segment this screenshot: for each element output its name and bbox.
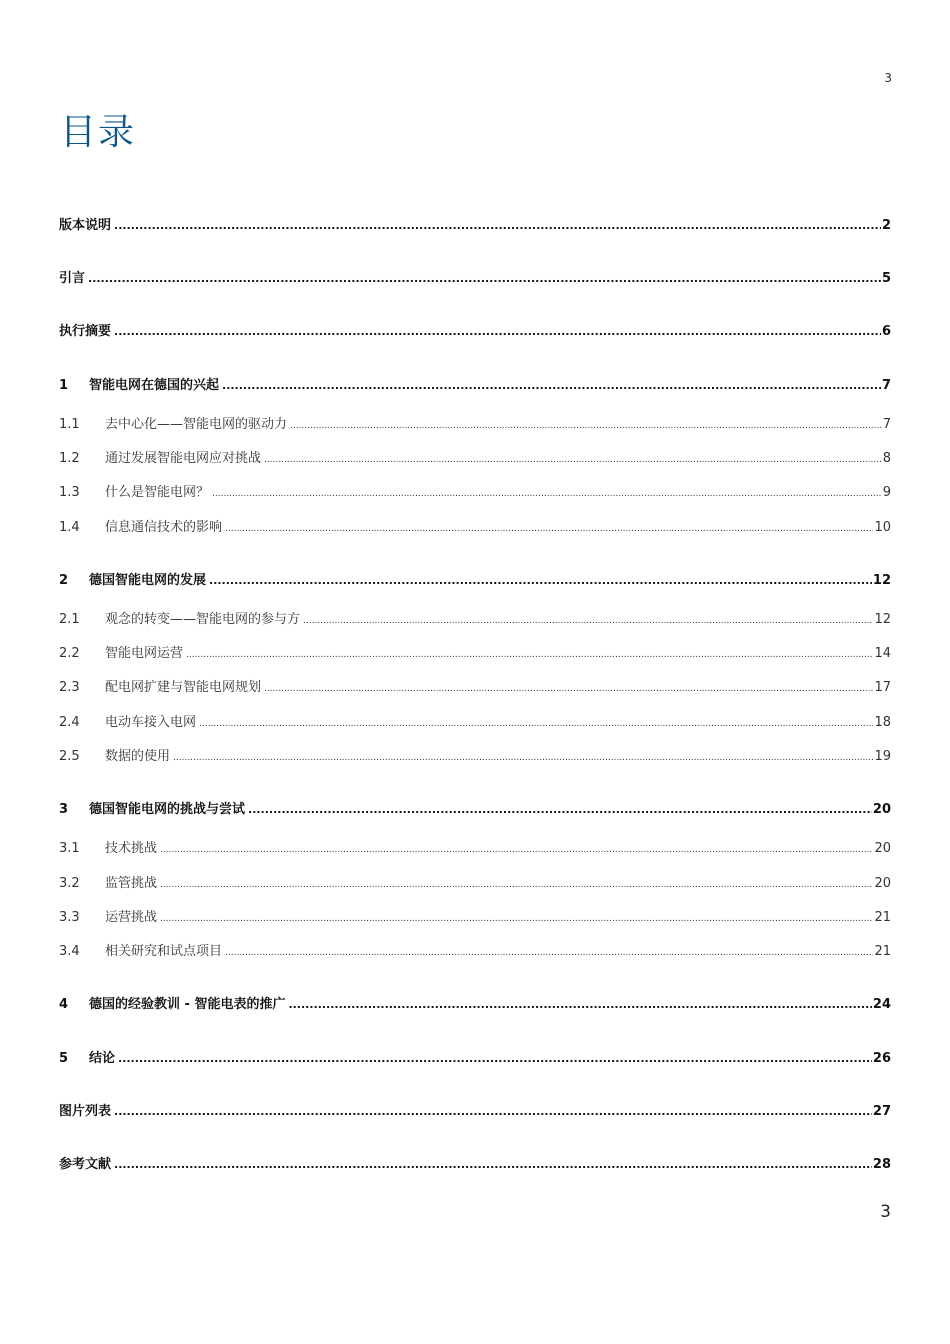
toc-entry-number: 2.5 <box>59 749 80 764</box>
toc-entry[interactable] <box>59 1047 891 1066</box>
toc-entry-title: 什么是智能电网？ <box>105 485 210 500</box>
toc-entry[interactable] <box>59 872 891 891</box>
toc-entry-title: 运营挑战 <box>105 910 158 925</box>
toc-entry-title: 数据的使用 <box>105 749 171 764</box>
toc-entry-number: 1.2 <box>59 451 80 466</box>
toc-entry-number: 2.4 <box>59 715 80 730</box>
toc-entry[interactable] <box>59 569 891 588</box>
toc-dot-leader <box>225 520 873 535</box>
toc-dot-leader <box>222 378 881 393</box>
toc-dot-leader <box>160 876 873 891</box>
toc-entry-title: 监管挑战 <box>105 876 158 891</box>
toc-entry-page: 9 <box>882 485 891 500</box>
toc-entry-number: 1.3 <box>59 485 80 500</box>
toc-entry-page: 8 <box>882 451 891 466</box>
toc-entry-page: 19 <box>874 749 891 764</box>
toc-entry-title: 德国智能电网的挑战与尝试 <box>89 802 246 817</box>
toc-entry-title: 版本说明 <box>59 218 112 233</box>
toc-entry-title: 德国的经验教训 - 智能电表的推广 <box>89 997 286 1012</box>
toc-entry-number: 1 <box>59 378 69 393</box>
toc-entry-title: 技术挑战 <box>105 841 158 856</box>
toc-entry-number: 3.1 <box>59 841 80 856</box>
header-page-number: 3 <box>884 71 892 85</box>
toc-entry-number: 1.1 <box>59 417 80 432</box>
toc-entry[interactable] <box>59 516 891 535</box>
toc-dot-leader <box>199 715 873 730</box>
toc-entry-title: 图片列表 <box>59 1104 112 1119</box>
toc-dot-leader <box>264 451 882 466</box>
toc-dot-leader <box>114 1104 872 1119</box>
toc-entry-page: 21 <box>874 910 891 925</box>
toc-entry-page: 17 <box>874 680 891 695</box>
toc-entry[interactable] <box>59 798 891 817</box>
toc-entry[interactable] <box>59 320 891 339</box>
toc-dot-leader <box>290 417 882 432</box>
toc-dot-leader <box>114 324 881 339</box>
toc-dot-leader <box>264 680 873 695</box>
toc-dot-leader <box>173 749 873 764</box>
toc-entry-number: 4 <box>59 997 69 1012</box>
toc-entry[interactable] <box>59 481 891 500</box>
toc-entry-page: 5 <box>881 271 891 286</box>
toc-entry-page: 2 <box>881 218 891 233</box>
toc-entry-title: 引言 <box>59 271 86 286</box>
toc-entry-page: 7 <box>881 378 891 393</box>
toc-entry-number: 3.3 <box>59 910 80 925</box>
toc-entry[interactable] <box>59 676 891 695</box>
toc-entry-page: 12 <box>874 612 891 627</box>
toc-entry[interactable] <box>59 745 891 764</box>
toc-entry-title: 相关研究和试点项目 <box>105 944 223 959</box>
toc-entry[interactable] <box>59 642 891 661</box>
toc-entry[interactable] <box>59 993 891 1012</box>
toc-dot-leader <box>209 573 872 588</box>
toc-entry-number: 1.4 <box>59 520 80 535</box>
toc-entry-page: 6 <box>881 324 891 339</box>
toc-entry[interactable] <box>59 214 891 233</box>
toc-entry-title: 执行摘要 <box>59 324 112 339</box>
toc-entry-page: 20 <box>872 802 891 817</box>
toc-entry[interactable] <box>59 608 891 627</box>
toc-entry-page: 20 <box>874 841 891 856</box>
toc-entry-title: 结论 <box>89 1051 116 1066</box>
toc-entry-page: 24 <box>872 997 891 1012</box>
toc-entry-page: 20 <box>874 876 891 891</box>
toc-entry-page: 27 <box>872 1104 891 1119</box>
toc-entry[interactable] <box>59 906 891 925</box>
toc-entry-page: 18 <box>874 715 891 730</box>
toc-entry[interactable] <box>59 1153 891 1172</box>
footer-page-number: 3 <box>880 1202 891 1222</box>
toc-dot-leader <box>114 1157 872 1172</box>
toc-dot-leader <box>288 997 871 1012</box>
toc-entry[interactable] <box>59 447 891 466</box>
toc-entry-number: 2.2 <box>59 646 80 661</box>
toc-entry[interactable] <box>59 413 891 432</box>
toc-dot-leader <box>160 841 873 856</box>
toc-entry[interactable] <box>59 837 891 856</box>
toc-entry-page: 28 <box>872 1157 891 1172</box>
toc-entry-title: 配电网扩建与智能电网规划 <box>105 680 262 695</box>
toc-entry-number: 3 <box>59 802 69 817</box>
toc-entry-title: 观念的转变——智能电网的参与方 <box>105 612 301 627</box>
toc-entry-number: 2.1 <box>59 612 80 627</box>
toc-entry-page: 7 <box>882 417 891 432</box>
toc-entry-number: 5 <box>59 1051 69 1066</box>
toc-entry-page: 26 <box>872 1051 891 1066</box>
toc-entry[interactable] <box>59 711 891 730</box>
toc-entry-title: 通过发展智能电网应对挑战 <box>105 451 262 466</box>
toc-dot-leader <box>114 218 881 233</box>
toc-dot-leader <box>118 1051 872 1066</box>
toc-entry-page: 14 <box>874 646 891 661</box>
toc-entry-number: 3.4 <box>59 944 80 959</box>
toc-entry-title: 参考文献 <box>59 1157 112 1172</box>
toc-entry-title: 电动车接入电网 <box>105 715 197 730</box>
toc-dot-leader <box>160 910 873 925</box>
toc-dot-leader <box>186 646 873 661</box>
toc-entry-title: 德国智能电网的发展 <box>89 573 207 588</box>
toc-dot-leader <box>303 612 873 627</box>
toc-entry-number: 2 <box>59 573 69 588</box>
toc-entry-title: 智能电网在德国的兴起 <box>89 378 220 393</box>
toc-entry-number: 2.3 <box>59 680 80 695</box>
toc-dot-leader <box>225 944 873 959</box>
toc-entry[interactable] <box>59 940 891 959</box>
toc-entry-number: 3.2 <box>59 876 80 891</box>
toc-entry-page: 21 <box>874 944 891 959</box>
toc-entry-title: 智能电网运营 <box>105 646 184 661</box>
toc-entry[interactable] <box>59 374 891 393</box>
toc-entry[interactable] <box>59 1100 891 1119</box>
toc-entry-title: 信息通信技术的影响 <box>105 520 223 535</box>
toc-entry-page: 12 <box>872 573 891 588</box>
toc-dot-leader <box>212 485 882 500</box>
toc-dot-leader <box>248 802 872 817</box>
toc-entry[interactable] <box>59 267 891 286</box>
toc-entry-title: 去中心化——智能电网的驱动力 <box>105 417 288 432</box>
toc-entry-page: 10 <box>874 520 891 535</box>
toc-heading: 目录 <box>60 112 137 153</box>
toc-dot-leader <box>88 271 881 286</box>
